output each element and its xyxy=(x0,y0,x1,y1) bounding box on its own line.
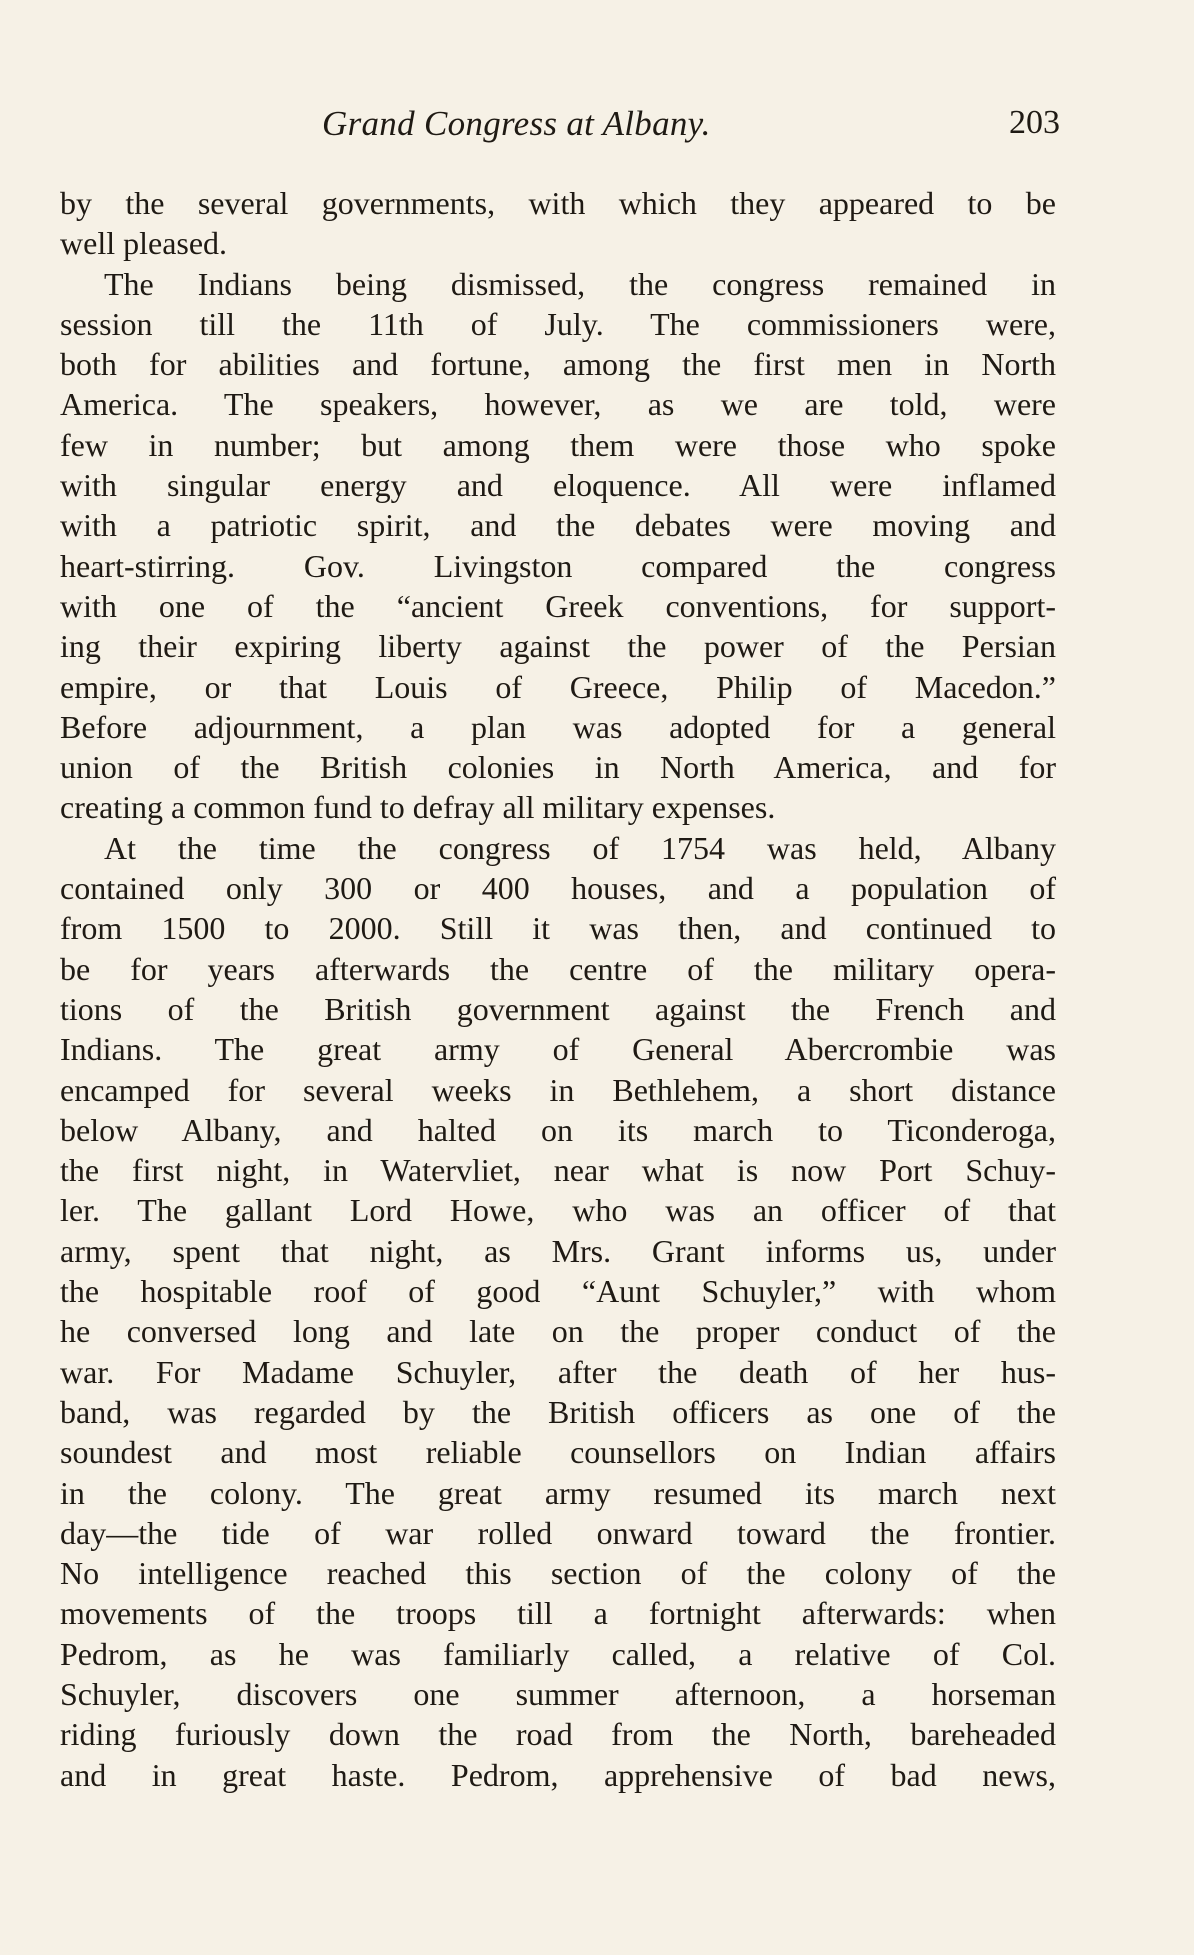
text-line: empire, or that Louis of Greece, Philip of Macedon.” xyxy=(60,668,1056,705)
text-line: heart-stirring. Gov. Livingston compared the congress xyxy=(60,547,1056,584)
text-line: contained only 300 or 400 houses, and a population of xyxy=(60,870,1056,907)
text-line: band, was regarded by the British officers as one of the xyxy=(60,1393,1056,1430)
page-header xyxy=(60,104,1060,152)
text-line: with a patriotic spirit, and the debates were moving and xyxy=(60,507,1056,544)
page-number: 203 xyxy=(1009,104,1060,141)
text-line: war. For Madame Schuyler, after the death of her hus- xyxy=(60,1353,1056,1390)
text-line: session till the 11th of July. The commissioners were, xyxy=(60,305,1056,342)
text-line: Indians. The great army of General Abercrombie was xyxy=(60,1031,1056,1068)
text-line: soundest and most reliable counsellors on Indian affairs xyxy=(60,1434,1056,1471)
text-line: Schuyler, discovers one summer afternoon, a horseman xyxy=(60,1675,1056,1712)
text-line: ler. The gallant Lord Howe, who was an officer of that xyxy=(60,1192,1056,1229)
text-line: with one of the “ancient Greek conventions, for support- xyxy=(60,587,1056,624)
text-line: with singular energy and eloquence. All were inflamed xyxy=(60,467,1056,504)
text-line: few in number; but among them were those who spoke xyxy=(60,426,1056,463)
text-line: the hospitable roof of good “Aunt Schuyler,” with whom xyxy=(60,1273,1056,1310)
text-line: movements of the troops till a fortnight afterwards: when xyxy=(60,1595,1056,1632)
running-title: Grand Congress at Albany. xyxy=(322,104,711,143)
text-line: the first night, in Watervliet, near what is now Port Schuy- xyxy=(60,1152,1056,1189)
text-line: he conversed long and late on the proper conduct of the xyxy=(60,1313,1056,1350)
text-line: below Albany, and halted on its march to Ticonderoga, xyxy=(60,1111,1056,1148)
text-line: union of the British colonies in North America, and for xyxy=(60,749,1056,786)
text-line: riding furiously down the road from the North, bareheaded xyxy=(60,1716,1056,1753)
text-line: At the time the congress of 1754 was held, Albany xyxy=(104,829,1056,866)
text-line: be for years afterwards the centre of the military opera- xyxy=(60,950,1056,987)
text-line: well pleased. xyxy=(60,225,228,262)
text-line: Before adjournment, a plan was adopted for a general xyxy=(60,708,1056,745)
text-line: America. The speakers, however, as we are told, were xyxy=(60,386,1056,423)
text-line: army, spent that night, as Mrs. Grant informs us, under xyxy=(60,1232,1056,1269)
text-line: The Indians being dismissed, the congress remained in xyxy=(104,265,1056,302)
text-line: tions of the British government against the French and xyxy=(60,990,1056,1027)
text-line: encamped for several weeks in Bethlehem, a short distance xyxy=(60,1071,1056,1108)
text-line: both for abilities and fortune, among the first men in North xyxy=(60,346,1056,383)
body-text xyxy=(60,183,1056,1795)
text-line: creating a common fund to defray all military expenses. xyxy=(60,789,776,826)
text-line: ing their expiring liberty against the power of the Persian xyxy=(60,628,1056,665)
text-line: and in great haste. Pedrom, apprehensive of bad news, xyxy=(60,1756,1056,1793)
text-line: day—the tide of war rolled onward toward the frontier. xyxy=(60,1514,1056,1551)
text-line: by the several governments, with which they appeared to be xyxy=(60,185,1056,221)
text-line: Pedrom, as he was familiarly called, a relative of Col. xyxy=(60,1635,1056,1672)
text-line: from 1500 to 2000. Still it was then, and continued to xyxy=(60,910,1056,947)
text-line: in the colony. The great army resumed its march next xyxy=(60,1474,1056,1511)
text-line: No intelligence reached this section of the colony of the xyxy=(60,1555,1056,1592)
